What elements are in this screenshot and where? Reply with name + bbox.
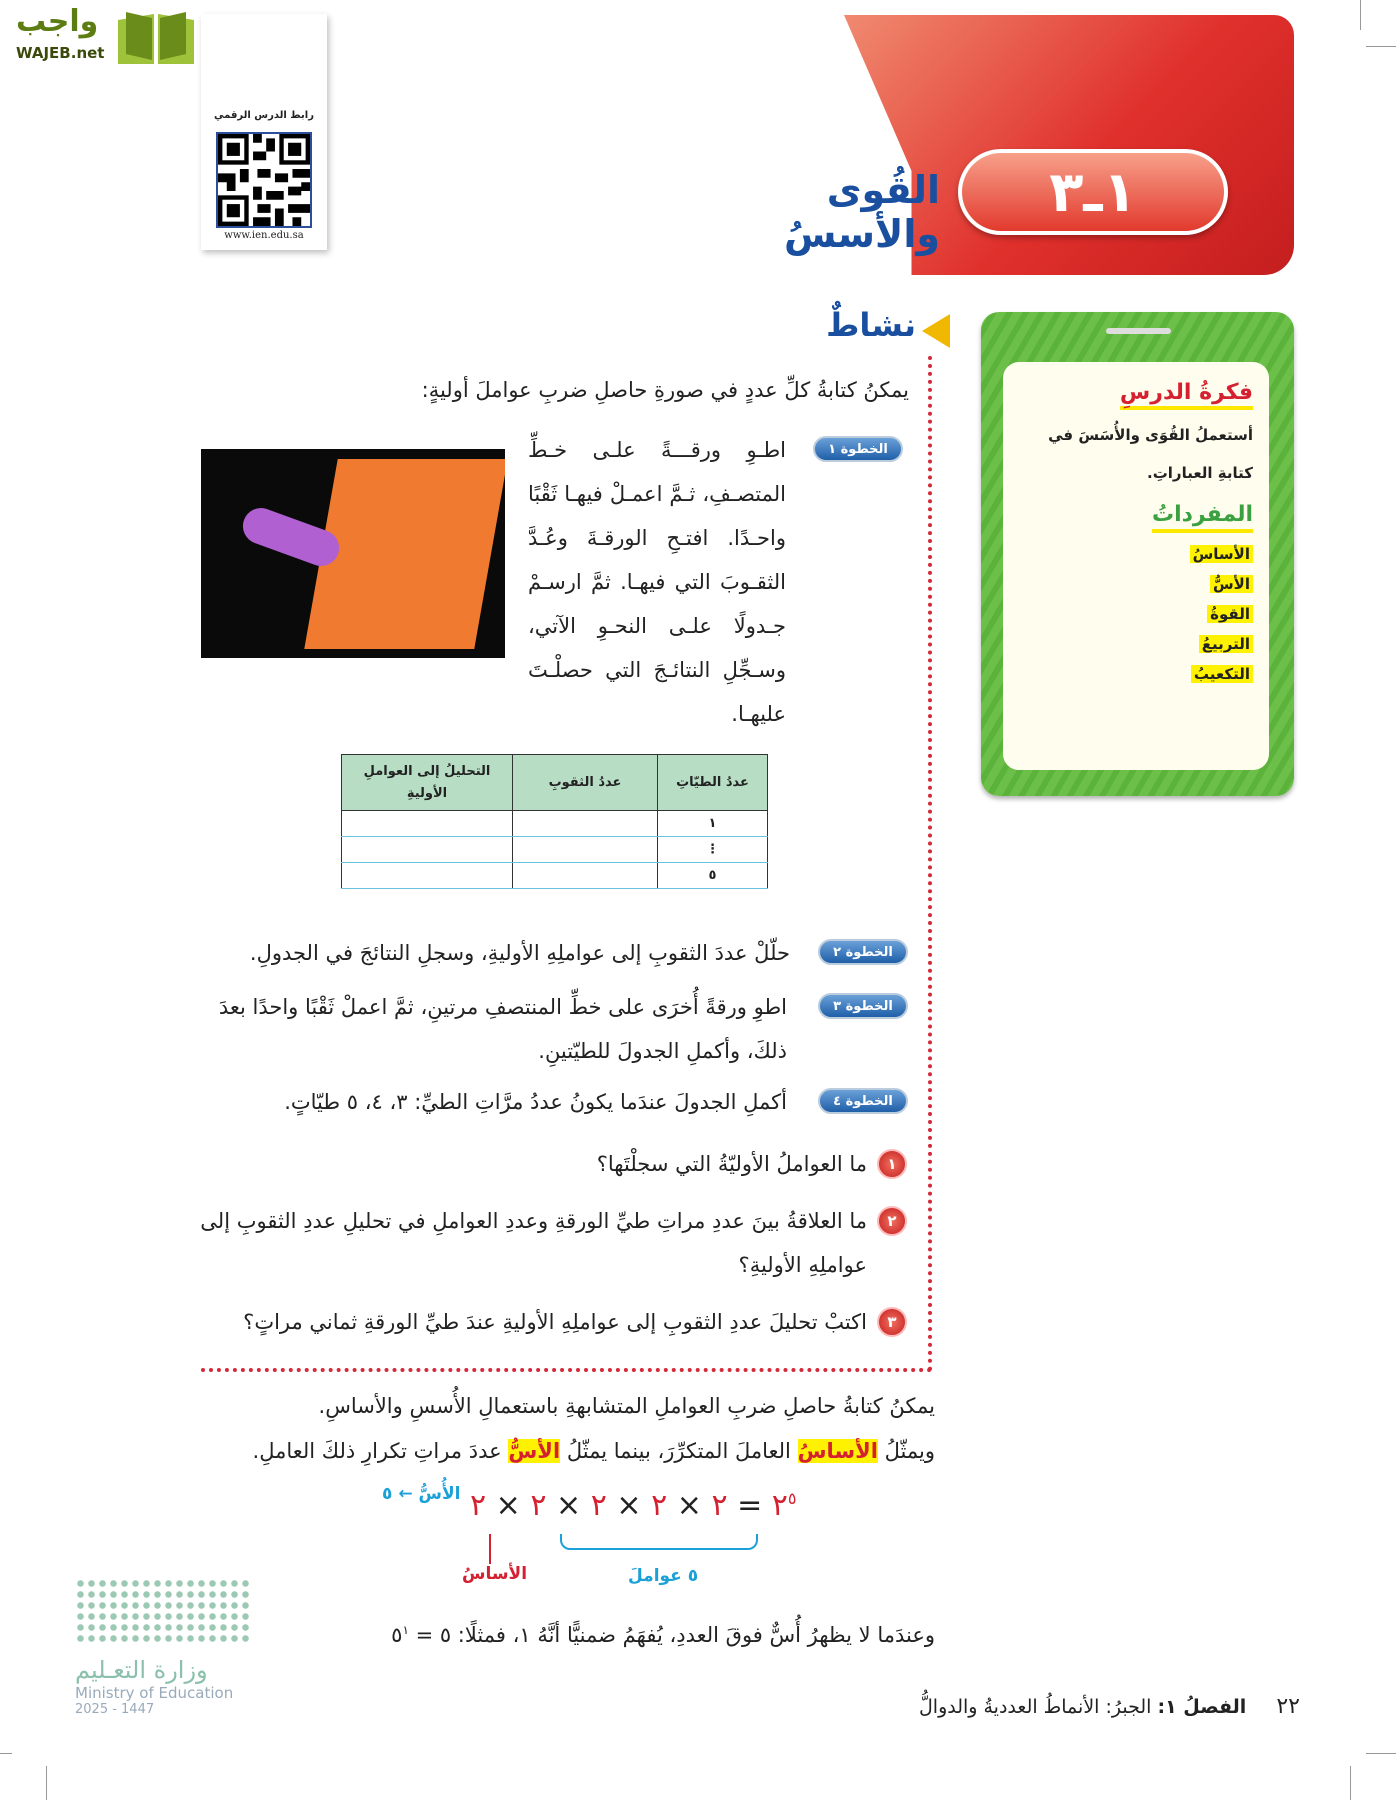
explain-line-3-exp: ١ (402, 1623, 409, 1637)
table-cell[interactable] (513, 863, 658, 889)
step-1-badge: الخطوة ١ (813, 436, 903, 462)
eq-base: ٢ (771, 1488, 788, 1523)
question-2-text: ما العلاقةُ بينَ عددِ مراتِ طيِّ الورقةِ وعددِ العواملِ في تحليلِ عددِ الثقوبِ إلى عواملِهِ الأوليةِ؟ (200, 1209, 867, 1277)
step-4-badge: الخطوة ٤ (818, 1088, 908, 1114)
chapter-title: الجبرُ: الأنماطُ العدديةُ والدوالُّ (918, 1696, 1152, 1718)
ministry-emblem-icon (75, 1578, 250, 1642)
eq-factor: ٢ (651, 1488, 668, 1523)
vocab-item[interactable]: التكعيبُ (1191, 665, 1253, 683)
wajeb-logo[interactable] (8, 4, 193, 66)
table-cell[interactable] (342, 837, 513, 863)
eq-times: × (676, 1488, 702, 1523)
table-cell: ٥ (658, 863, 768, 889)
lesson-title: القُوى والأسسُ (783, 168, 940, 256)
hole-punch-photo (201, 449, 505, 658)
qr-code-icon[interactable] (216, 132, 312, 228)
explain-line-3 (340, 1608, 935, 1657)
question-1-number: ١ (877, 1149, 907, 1179)
logo-english: WAJEB.net (16, 44, 105, 62)
page-number: ٢٢ (1276, 1694, 1300, 1719)
eq-times: × (495, 1488, 521, 1523)
triangle-icon (922, 314, 950, 348)
qr-label: رابط الدرس الرقمي (214, 110, 314, 121)
crop-mark (1350, 1766, 1351, 1800)
question-2-number: ٢ (877, 1206, 907, 1236)
step-4-text: أكملِ الجدولَ عندَما يكونُ عددُ مرَّاتِ الطيِّ: ٣، ٤، ٥ طيّاتٍ. (284, 1090, 787, 1114)
logo-arabic: واجب (16, 4, 99, 39)
eq-times: × (616, 1488, 642, 1523)
question-3-text: اكتبْ تحليلَ عددِ الثقوبِ إلى عواملِهِ الأوليةِ عندَ طيِّ الورقةِ ثماني مراتٍ؟ (243, 1310, 867, 1334)
exponent-term: الأسُّ (508, 1439, 561, 1463)
explain-line-3-text: وعندَما لا يظهرُ أُسٌّ فوقَ العددِ، يُفهَمُ ضمنيًّا أنَّهُ ١، فمثلًا: ٥ = ٥ (391, 1623, 935, 1647)
vocab-heading: المفرداتُ (1152, 502, 1253, 532)
idea-heading: فكرةُ الدرسِ (1120, 380, 1253, 410)
table-row (342, 837, 768, 863)
crop-mark (1360, 0, 1361, 30)
table-row (342, 811, 768, 837)
base-label: الأساسُ (462, 1564, 528, 1584)
page-footer (840, 1694, 1300, 1719)
explain-text: عددَ مراتِ تكرارِ ذلكَ العاملِ. (252, 1439, 502, 1463)
crop-mark (1366, 1753, 1396, 1754)
table-header: عددُ الطيّاتِ (658, 755, 768, 811)
factors-label: ٥ عواملَ (628, 1566, 699, 1586)
eq-times: × (556, 1488, 582, 1523)
activity-intro: يمكنُ كتابةُ كلِّ عددٍ في صورةِ حاصلِ ضربِ عواملَ أوليةٍ: (421, 378, 909, 402)
vocab-item[interactable]: الأساسُ (1190, 545, 1253, 563)
table-cell: ⋮ (658, 837, 768, 863)
factors-brace (560, 1534, 758, 1550)
ministry-logo (75, 1578, 250, 1717)
card-handle (1106, 328, 1171, 334)
table-cell: ١ (658, 811, 768, 837)
table-cell[interactable] (342, 811, 513, 837)
vocab-item[interactable]: الأسُّ (1210, 575, 1253, 593)
eq-exponent: ٥ (787, 1489, 797, 1508)
explain-text: ويمثّلُ (884, 1439, 935, 1463)
ministry-arabic: وزارة التعـليم (75, 1656, 208, 1684)
step-1-text: اطـوِ ورقـــةً علـى خـطِّ المتصـفِ، ثـمَّ اعمـلْ فيهـا ثَقْبًا واحـدًا. افتـحِ الورقـةَ وعُـدَّ الثقـوبَ التي فيهـا. ثمَّ ارسـمْ جـدولًا علـى النحـوِ الآتي، وسـجِّلِ النتائـجَ التي حصلْـتَ عليهـا. (528, 438, 786, 726)
step-3-badge: الخطوة ٣ (818, 993, 908, 1019)
base-arrow-icon (489, 1534, 491, 1564)
question-1-text: ما العواملُ الأوليّةُ التي سجلْتَها؟ (596, 1152, 867, 1176)
table-row (342, 863, 768, 889)
table-cell[interactable] (342, 863, 513, 889)
table-cell[interactable] (513, 811, 658, 837)
ministry-year: 2025 - 1447 (75, 1702, 155, 1717)
eq-factor: ٢ (470, 1488, 487, 1523)
crop-mark (46, 1766, 47, 1800)
activity-heading (800, 306, 950, 352)
lesson-idea-card (981, 312, 1294, 796)
crop-mark (1366, 46, 1396, 47)
question-3-number: ٣ (877, 1307, 907, 1337)
arrow-icon: ← (398, 1484, 413, 1504)
results-table (341, 754, 768, 889)
vocab-item[interactable]: القوةُ (1207, 605, 1253, 623)
eq-equals: = (737, 1488, 763, 1523)
explain-line-1: يمكنُ كتابةُ حاصلِ ضربِ العواملِ المتشابهةِ باستعمالِ الأُسسِ والأساسِ. (318, 1394, 935, 1418)
crop-mark (0, 1753, 12, 1754)
eq-factor: ٢ (530, 1488, 547, 1523)
step-2-text: حلّلْ عددَ الثقوبِ إلى عواملِهِ الأوليةِ، وسجلِ النتائجَ في الجدولِ. (249, 941, 790, 965)
activity-heading-text: نشاطٌ (826, 306, 916, 344)
explain-line-2 (195, 1429, 935, 1473)
exponent-value: ٥ (382, 1484, 393, 1504)
vocab-item[interactable]: التربيعُ (1199, 635, 1253, 653)
table-cell[interactable] (513, 837, 658, 863)
exponent-label-text: الأُسُّ (418, 1484, 461, 1504)
idea-text: أستعملُ القُوَى والأُسَسَ في كتابةِ العباراتِ. (1048, 426, 1253, 483)
lesson-number: ١ـ٣ (958, 149, 1228, 235)
qr-url[interactable]: www.ien.edu.sa (224, 230, 304, 241)
eq-factor: ٢ (711, 1488, 728, 1523)
ministry-english: Ministry of Education (75, 1684, 234, 1702)
eq-factor: ٢ (590, 1488, 607, 1523)
base-term: الأساسُ (797, 1439, 878, 1463)
step-2-badge: الخطوة ٢ (818, 939, 908, 965)
step-3-text: اطوِ ورقةً أُخرَى على خطِّ المنتصفِ مرتينِ، ثمَّ اعملْ ثَقْبًا واحدًا بعدَ ذلكَ، وأكملِ الجدولَ للطيّتينِ. (218, 995, 787, 1063)
explain-text: العاملَ المتكرِّرَ، بينما يمثّلُ (566, 1439, 791, 1463)
power-equation (470, 1488, 797, 1523)
book-icon (116, 8, 196, 66)
table-header: التحليلُ إلى العواملِ الأوليةِ (342, 755, 513, 811)
qr-card[interactable] (201, 14, 327, 250)
chapter-label: الفصلُ ١: (1157, 1696, 1247, 1718)
table-header: عددُ الثقوبِ (513, 755, 658, 811)
exponent-label (382, 1484, 460, 1504)
